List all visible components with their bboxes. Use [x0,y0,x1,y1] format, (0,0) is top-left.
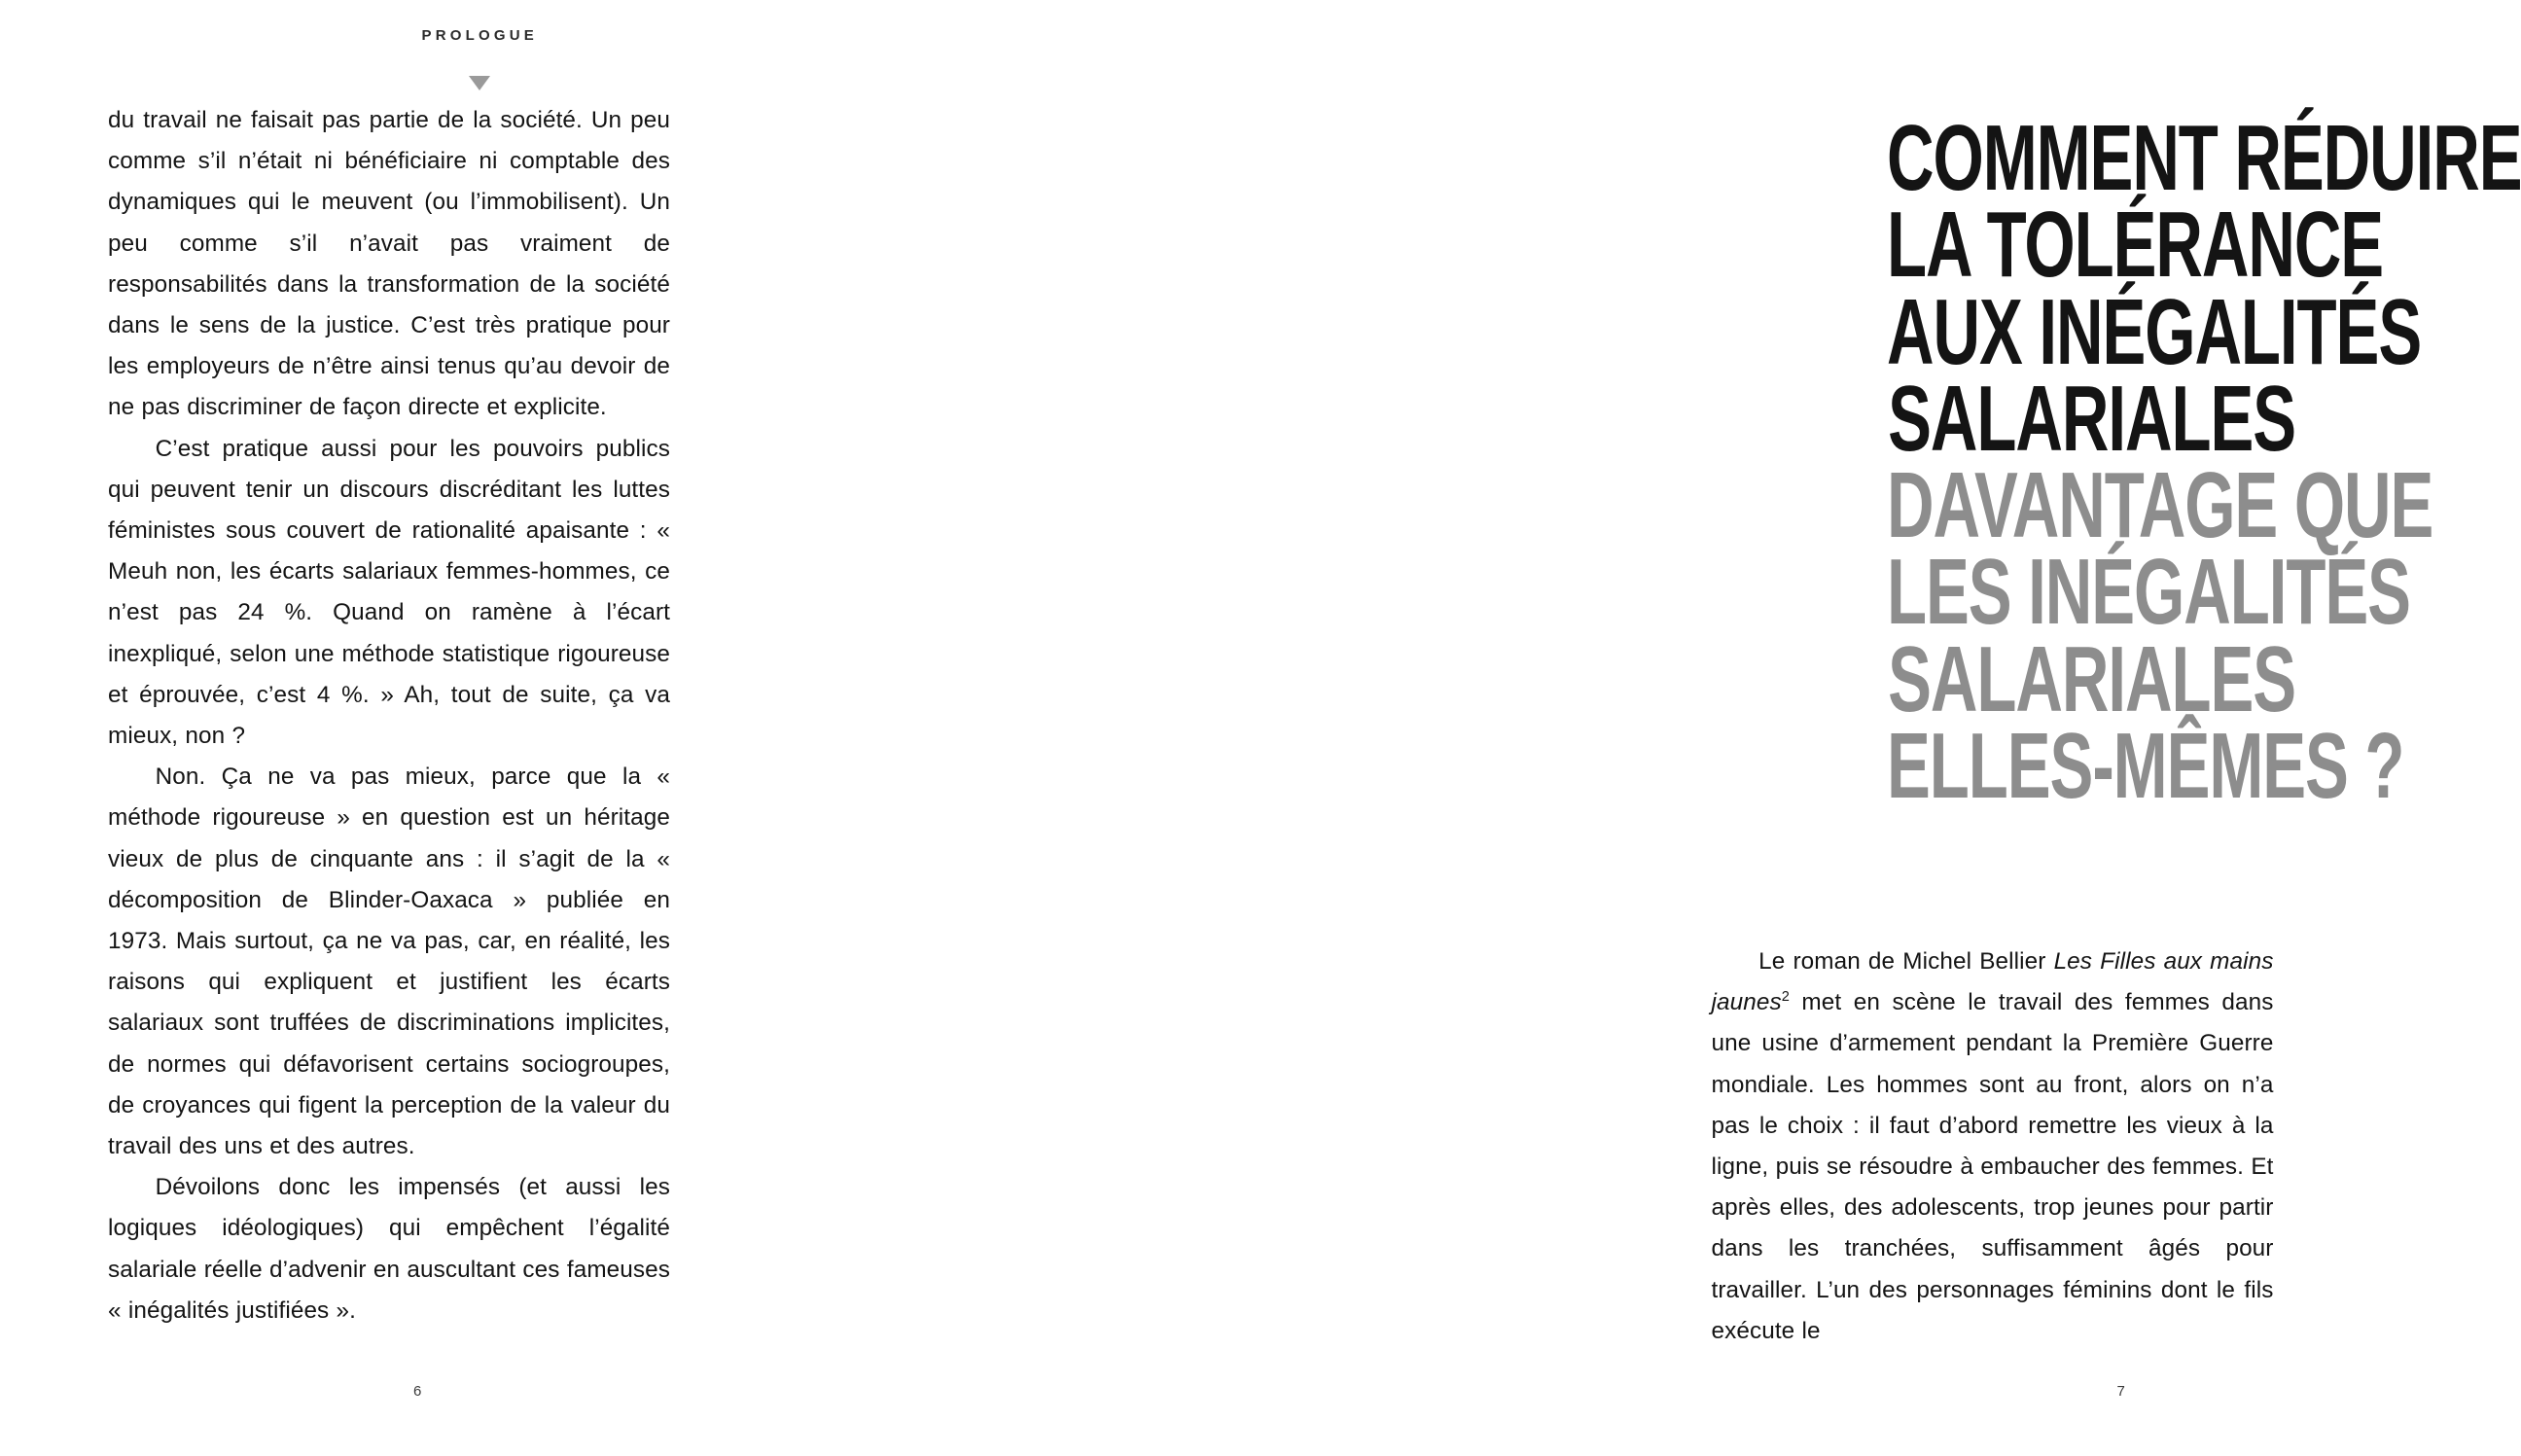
footnote-reference: 2 [1781,989,1790,1006]
headline-line: SALARIALES [1887,366,2295,471]
paragraph: du travail ne faisait pas partie de la société. Un peu comme s’il n’était ni bénéficiaire ni comptable des dynamiques qui le meuvent (ou l’immobilisent). Un peu comme s’il n’avait pas vraiment de responsabilités dans la transformation de la société dans le sens de la justice. C’est très pratique pour les employeurs de n’être ainsi tenus qu’au devoir de ne pas discriminer de façon directe et explicite. [108,107,670,421]
paragraph: C’est pratique aussi pour les pouvoirs publics qui peuvent tenir un discours discréditant les luttes féministes sous couvert de rationalité apaisante : « Meuh non, les écarts salariaux femmes-hommes, ce n’est pas 24 %. Quand on ramène à l’écart inexpliqué, selon une méthode statistique rigoureuse et éprouvée, c’est 4 %. » Ah, tout de suite, ça va mieux, non ? [108,435,670,750]
folio-left: 6 [413,1383,423,1400]
headline-line: AUX INÉGALITÉS [1886,279,2421,384]
paragraph: Non. Ça ne va pas mieux, parce que la « méthode rigoureuse » en question est un héritage vieux de plus de cinquante ans : il s’agit de la « décomposition de Blinder-Oaxaca » publiée en 1973. Mais surtout, ça ne va pas, car, en réalité, les raisons qui expliquent et justifient les écarts salariaux sont truffées de discriminations implicites, de normes qui défavorisent certains sociogroupes, de croyances qui figent la perception de la valeur du travail des uns et des autres. [108,764,670,1160]
left-page [0,0,843,1456]
book-title: Les Filles aux mains jaunes [1711,948,2274,1016]
triangle-down-icon [469,76,490,90]
right-page [843,0,2521,1456]
running-head-marker-wrap [0,66,902,90]
folio-right: 7 [2116,1383,2126,1400]
headline-line: LES INÉGALITÉS [1886,540,2410,645]
headline-line: ELLES-MÊMES ? [1886,713,2403,818]
right-body-column [1712,941,2274,1352]
headline-line: SALARIALES [1887,626,2295,731]
paragraph [1712,941,2274,1352]
headline-line: DAVANTAGE QUE [1886,453,2432,558]
paragraph: Dévoilons donc les impensés (et aussi les logiques idéologiques) qui empêchent l’égalité salariale réelle d’advenir en auscultant ces fameuses « inégalités justifiées ». [108,1174,670,1324]
running-head [0,27,902,45]
running-head-label: PROLOGUE [421,27,538,44]
paragraph-rest: met en scène le travail des femmes dans une usine d’armement pendant la Première Guerre mondiale. Les hommes sont au front, alors on n’a pas le choix : il faut d’abord remettre les vieux à la ligne, puis se résoudre à embaucher des femmes. Et après elles, des adolescents, trop jeunes pour partir dans les tranchées, suffisamment âgés pour travailler. L’un des personnages féminins dont le fils exécute le [1711,989,2274,1344]
left-body-column [108,100,670,1332]
headline-line: COMMENT RÉDUIRE [1886,106,2521,210]
chapter-headline [1712,106,2521,818]
headline-line: LA TOLÉRANCE [1886,193,2383,298]
paragraph-lead: Le roman de Michel Bellier [1758,948,2054,975]
